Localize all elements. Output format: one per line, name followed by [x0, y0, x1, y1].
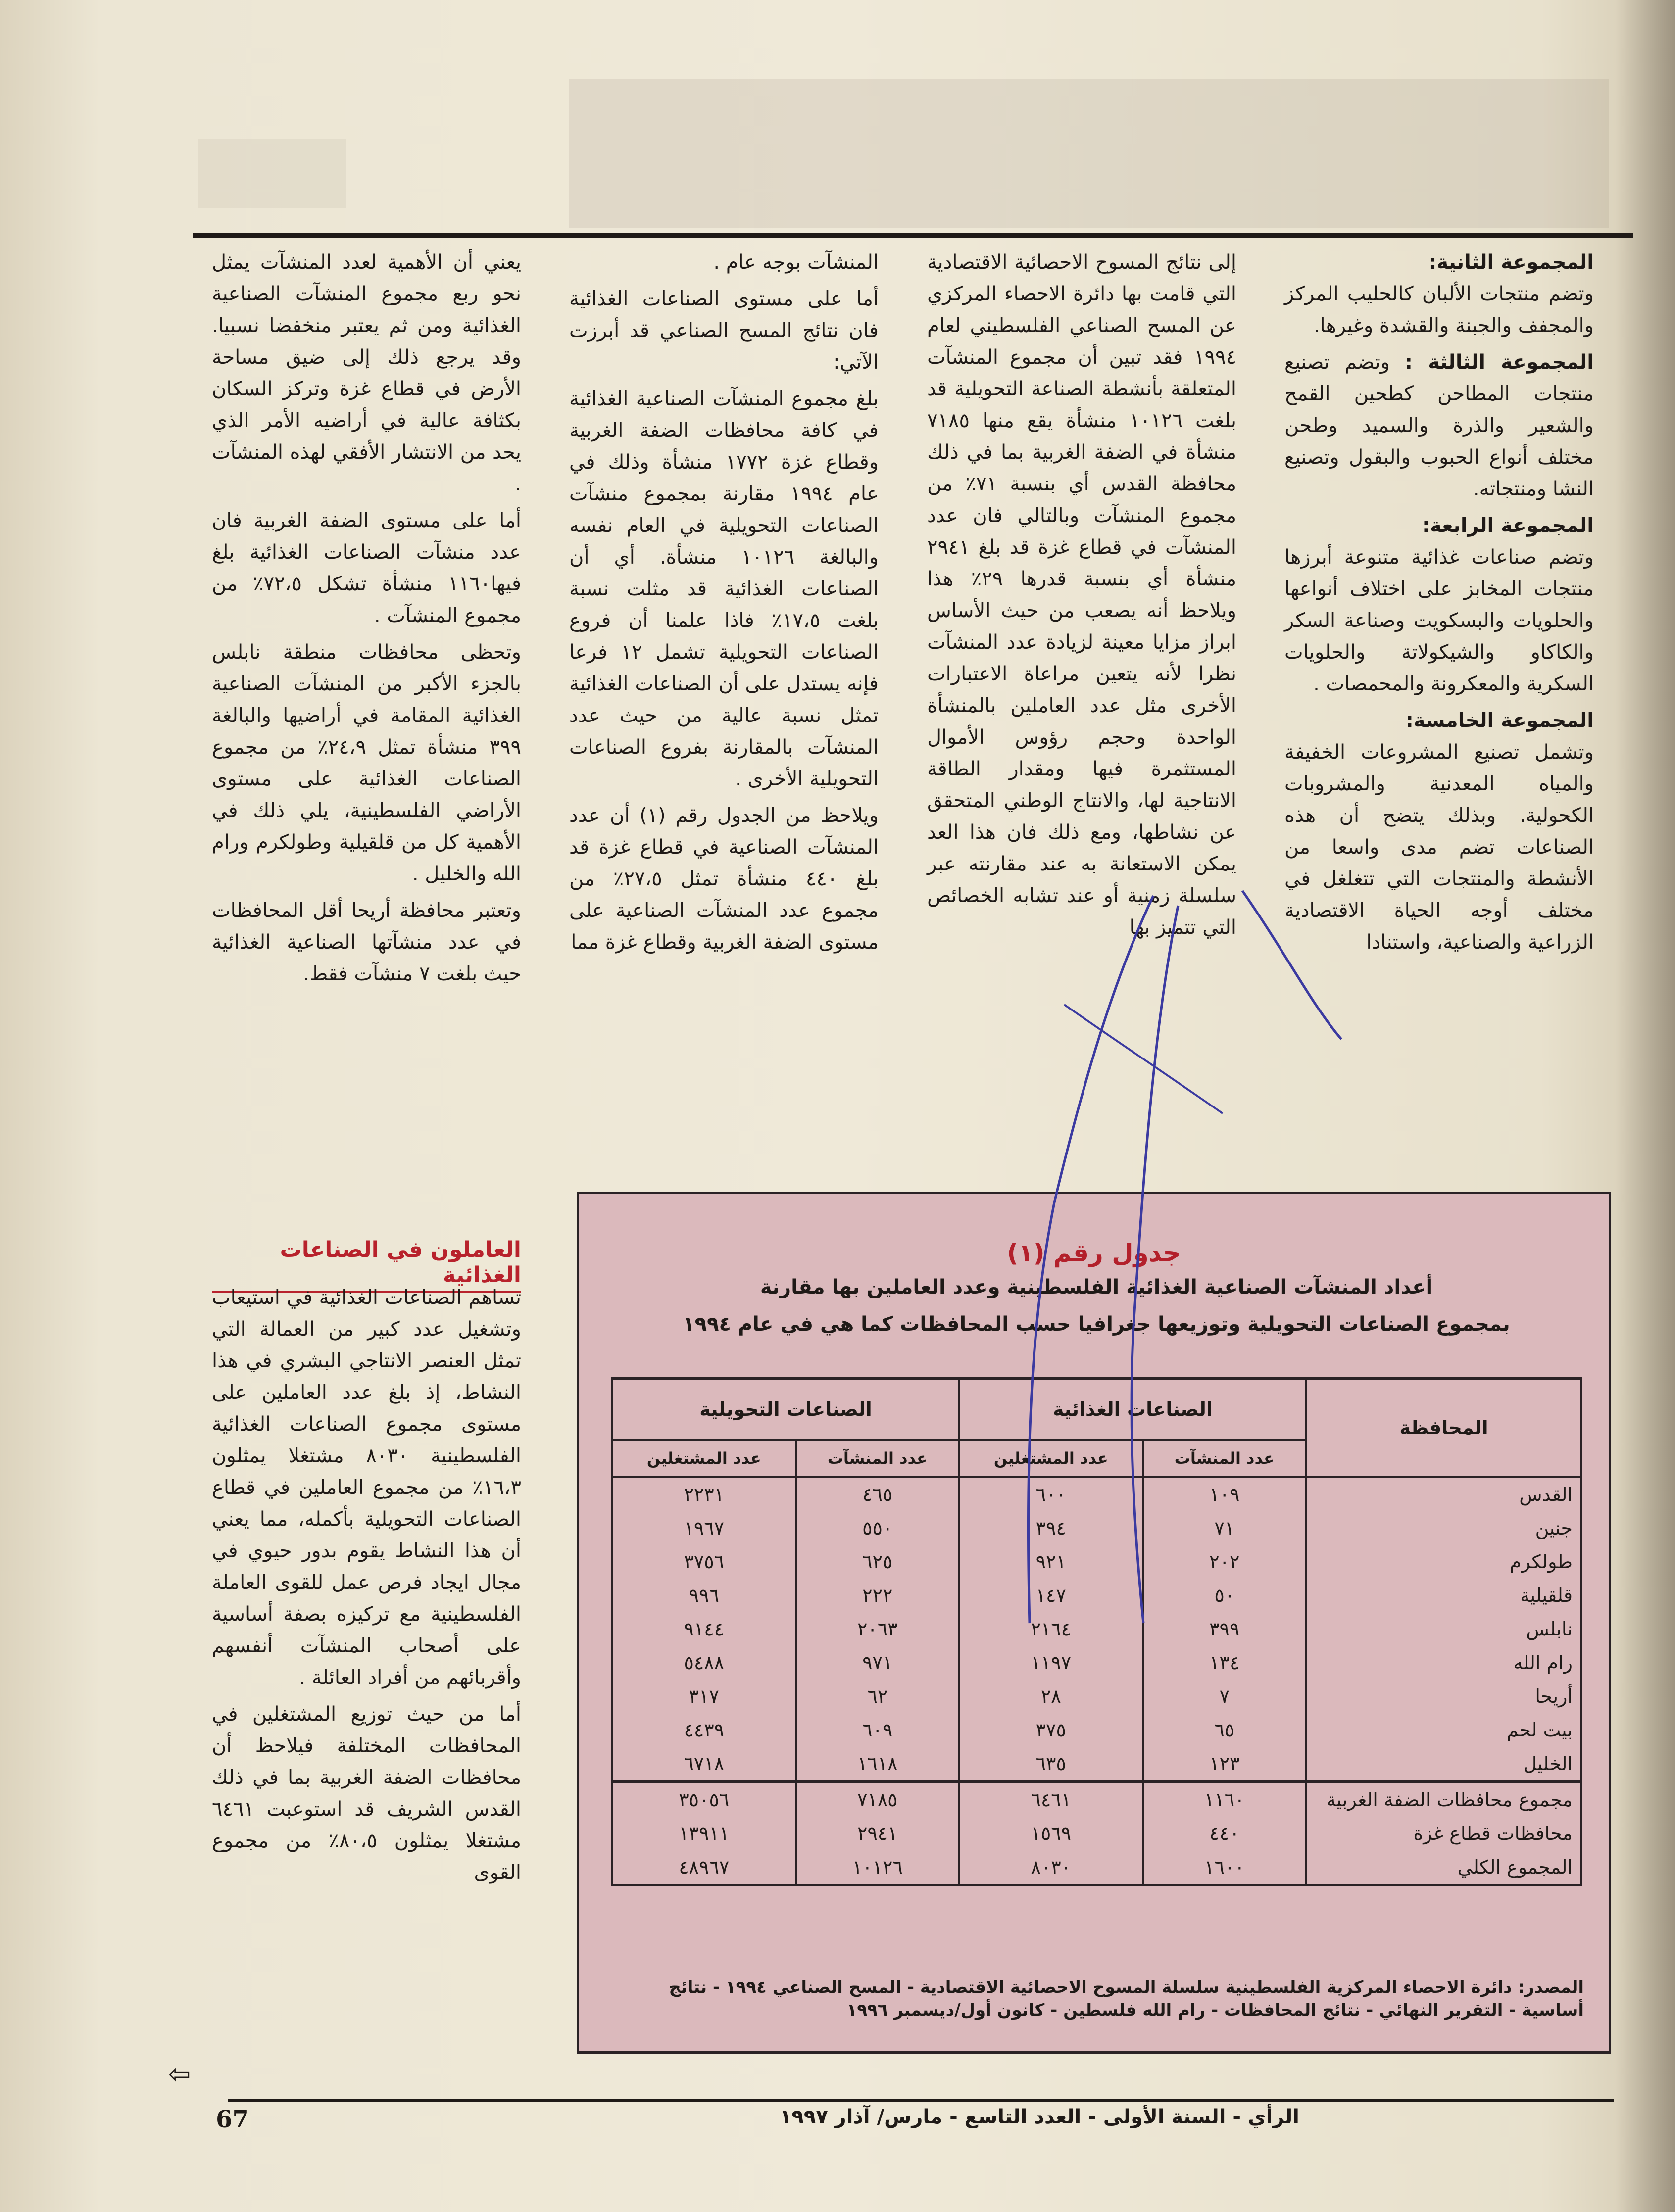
- table-row: [612, 1612, 1581, 1646]
- governorate-cell: أريحا: [1306, 1680, 1581, 1713]
- issue-footer: الرأي - السنة الأولى - العدد التاسع - مارس/ آذار ١٩٩٧: [780, 2106, 1299, 2128]
- table-row: [612, 1747, 1581, 1782]
- trans-employees-cell: ٥٤٨٨: [612, 1646, 796, 1680]
- food-employees-cell: ١٤٧: [959, 1579, 1142, 1612]
- food-employees-cell: ٢١٦٤: [959, 1612, 1142, 1646]
- paragraph: ويلاحظ من الجدول رقم (١) أن عدد المنشآت الصناعية في قطاع غزة قد بلغ ٤٤٠ منشأة تمثل ٢٧،٥٪ من مجموع عدد المنشآت الصناعية على مستوى الضفة الغربية وقطاع غزة مما: [569, 804, 879, 954]
- food-employees-cell: ١٥٦٩: [959, 1817, 1142, 1850]
- trans-establishments-cell: ٦٢٥: [796, 1545, 960, 1579]
- table-row: [612, 1817, 1581, 1850]
- food-employees-cell: ٣٩٤: [959, 1511, 1142, 1545]
- paragraph: وتعتبر محافظة أريحا أقل المحافظات في عدد منشآتها الصناعية الغذائية حيث بلغت ٧ منشآت فقط.: [212, 899, 521, 985]
- governorate-cell: محافظات قطاع غزة: [1306, 1817, 1581, 1850]
- footer-rule: [228, 2099, 1614, 2102]
- food-establishments-cell: ٧١: [1143, 1511, 1307, 1545]
- food-employees-cell: ٦٤٦١: [959, 1782, 1142, 1817]
- group-5-heading: المجموعة الخامسة:: [1405, 709, 1594, 732]
- group-5-text: وتشمل تصنيع المشروعات الخفيفة والمياه المعدنية والمشروبات الكحولية. وبذلك يتضح أن هذه الصناعات تضم مدى واسعا من الأنشطة والمنتجات التي تتغلغل في مختلف أوجه الحياة الاقتصادية الزراعية والصناعية، واستنادا: [1284, 741, 1594, 954]
- table-row: [612, 1511, 1581, 1545]
- header-employees: عدد المشتغلين: [612, 1440, 796, 1477]
- paragraph: المنشآت بوجه عام .: [713, 251, 879, 274]
- food-establishments-cell: ١١٦٠: [1143, 1782, 1307, 1817]
- trans-establishments-cell: ٥٥٠: [796, 1511, 960, 1545]
- food-employees-cell: ٩٢١: [959, 1545, 1142, 1579]
- header-governorate: المحافظة: [1306, 1379, 1581, 1477]
- header-establishments: عدد المنشآت: [1143, 1440, 1307, 1477]
- food-employees-cell: ٣٧٥: [959, 1713, 1142, 1747]
- food-establishments-cell: ٤٤٠: [1143, 1817, 1307, 1850]
- trans-establishments-cell: ٦٢: [796, 1680, 960, 1713]
- table-source: المصدر: دائرة الاحصاء المركزية الفلسطينية سلسلة المسوح الاحصائية الاقتصادية - المسح الصناعي ١٩٩٤ - نتائج أساسية - التقرير النهائي - نتائج المحافظات - رام الله فلسطين - كانون أول/ديسمبر ١٩٩٦: [669, 1977, 1584, 2020]
- group-2-text: وتضم منتجات الألبان كالحليب المركز والمجفف والجبنة والقشدة وغيرها.: [1284, 283, 1594, 337]
- food-establishments-cell: ١٠٩: [1143, 1477, 1307, 1511]
- table-subtitle: أعداد المنشآت الصناعية الغذائية الفلسطينية وعدد العاملين بها مقارنة: [760, 1276, 1433, 1298]
- group-4-heading: المجموعة الرابعة:: [1422, 514, 1594, 537]
- governorate-cell: المجموع الكلي: [1306, 1850, 1581, 1885]
- data-table: [611, 1377, 1582, 1886]
- text-column-4: [212, 246, 521, 995]
- text-column-2: [927, 246, 1236, 948]
- paragraph: تساهم الصناعات الغذائية في استيعاب وتشغيل عدد كبير من العمالة التي تمثل العنصر الانتاجي البشري في هذا النشاط، إذ بلغ عدد العاملين على مستوى مجموع الصناعات الغذائية الفلسطينية ٨٠٣٠ مشتغلا يمثلون ١٦،٣٪ من مجموع العاملين في قطاع الصناعات التحويلية بأكمله، مما يعني أن هذا النشاط يقوم بدور حيوي في مجال ايجاد فرص عمل للقوى العاملة الفلسطينية مع تركيزه بصفة أساسية على أصحاب المنشآت أنفسهم وأقربائهم من أفراد العائلة .: [212, 1286, 521, 1689]
- table-box: [577, 1192, 1611, 2054]
- governorate-cell: القدس: [1306, 1477, 1581, 1511]
- group-4-text: وتضم صناعات غذائية متنوعة أبرزها منتجات المخابز على اختلاف أنواعها والحلويات والبسكويت وصناعة السكر والكاكاو والشيكولاتة والحلويات السكرية والمعكرونة والمحمصات .: [1284, 546, 1594, 695]
- food-establishments-cell: ٧: [1143, 1680, 1307, 1713]
- paragraph: يعني أن الأهمية لعدد المنشآت يمثل نحو ربع مجموع المنشآت الصناعية الغذائية ومن ثم يعتبر منخفضا نسبيا. وقد يرجع ذلك إلى ضيق مساحة الأرض في قطاع غزة وتركز السكان بكثافة عالية في أراضيه الأمر الذي يحد من الانتشار الأفقي لهذه المنشآت .: [212, 251, 521, 495]
- trans-employees-cell: ٤٨٩٦٧: [612, 1850, 796, 1885]
- table-row: [612, 1713, 1581, 1747]
- governorate-cell: نابلس: [1306, 1612, 1581, 1646]
- trans-employees-cell: ٩١٤٤: [612, 1612, 796, 1646]
- food-employees-cell: ٨٠٣٠: [959, 1850, 1142, 1885]
- trans-employees-cell: ٦٧١٨: [612, 1747, 796, 1782]
- trans-establishments-cell: ٦٠٩: [796, 1713, 960, 1747]
- group-2-heading: المجموعة الثانية:: [1429, 251, 1594, 274]
- food-establishments-cell: ٢٠٢: [1143, 1545, 1307, 1579]
- section-heading: العاملون في الصناعات الغذائية: [212, 1237, 521, 1293]
- header-establishments: عدد المنشآت: [796, 1440, 960, 1477]
- trans-employees-cell: ١٣٩١١: [612, 1817, 796, 1850]
- trans-employees-cell: ٩٩٦: [612, 1579, 796, 1612]
- continue-arrow-icon: ⇦: [168, 2059, 191, 2090]
- food-employees-cell: ٢٨: [959, 1680, 1142, 1713]
- table-row: [612, 1477, 1581, 1511]
- header-rule: [193, 233, 1633, 238]
- group-3-text: وتضم تصنيع منتجات المطاحن كطحين القمح والشعير والذرة والسميد وطحن مختلف أنواع الحبوب والبقول وتصنيع النشا ومنتجاته.: [1284, 351, 1594, 500]
- food-establishments-cell: ١٢٣: [1143, 1747, 1307, 1782]
- header-transformative-industries: الصناعات التحويلية: [612, 1379, 959, 1441]
- governorate-cell: الخليل: [1306, 1747, 1581, 1782]
- trans-employees-cell: ١٩٦٧: [612, 1511, 796, 1545]
- table-row: [612, 1579, 1581, 1612]
- governorate-cell: قلقيلية: [1306, 1579, 1581, 1612]
- food-employees-cell: ٦٣٥: [959, 1747, 1142, 1782]
- table-row: [612, 1782, 1581, 1817]
- page-spine-shadow: [1616, 0, 1675, 2212]
- text-column-4-continued: [212, 1282, 521, 1893]
- text-column-3: [569, 246, 879, 963]
- governorate-cell: طولكرم: [1306, 1545, 1581, 1579]
- paragraph: بلغ مجموع المنشآت الصناعية الغذائية في كافة محافظات الضفة الغربية وقطاع غزة ١٧٧٢ منشأة وذلك في عام ١٩٩٤ مقارنة بمجموع منشآت الصناعات التحويلية في العام نفسه والبالغة ١٠١٢٦ منشأة. أي أن الصناعات الغذائية قد مثلت نسبة بلغت ١٧،٥٪ فاذا علمنا أن فروع الصناعات التحويلية تشمل ١٢ فرعا فإنه يستدل على أن الصناعات الغذائية تمثل نسبة عالية من حيث عدد المنشآت بالمقارنة بفروع الصناعات التحويلية الأخرى .: [569, 387, 879, 790]
- table-row: [612, 1545, 1581, 1579]
- trans-employees-cell: ٣٧٥٦: [612, 1545, 796, 1579]
- trans-establishments-cell: ٧١٨٥: [796, 1782, 960, 1817]
- trans-establishments-cell: ١٦١٨: [796, 1747, 960, 1782]
- governorate-cell: جنين: [1306, 1511, 1581, 1545]
- header-employees: عدد المشتغلين: [959, 1440, 1142, 1477]
- trans-establishments-cell: ٢٢٢: [796, 1579, 960, 1612]
- bleed-through-image: [569, 79, 1609, 228]
- paragraph: أما على مستوى الضفة الغربية فان عدد منشآت الصناعات الغذائية بلغ فيها١١٦٠ منشأة تشكل ٧٢،٥٪ من مجموع المنشآت .: [212, 509, 521, 627]
- governorate-cell: مجموع محافظات الضفة الغربية: [1306, 1782, 1581, 1817]
- paragraph: أما على مستوى الصناعات الغذائية فان نتائج المسح الصناعي قد أبرزت الآتي:: [569, 288, 879, 374]
- page-number: 67: [216, 2106, 249, 2133]
- trans-establishments-cell: ٢٠٦٣: [796, 1612, 960, 1646]
- trans-establishments-cell: ٩٧١: [796, 1646, 960, 1680]
- food-employees-cell: ٦٠٠: [959, 1477, 1142, 1511]
- food-employees-cell: ١١٩٧: [959, 1646, 1142, 1680]
- paragraph: وتحظى محافظات منطقة نابلس بالجزء الأكبر من المنشآت الصناعية الغذائية المقامة في أراضيها والبالغة ٣٩٩ منشأة تمثل ٢٤،٩٪ من مجموع الصناعات الغذائية على مستوى الأراضي الفلسطينية، يلي ذلك في الأهمية كل من قلقيلية وطولكرم ورام الله والخليل .: [212, 641, 521, 885]
- food-establishments-cell: ٣٩٩: [1143, 1612, 1307, 1646]
- food-establishments-cell: ١٣٤: [1143, 1646, 1307, 1680]
- table-row: [612, 1646, 1581, 1680]
- paragraph: أما من حيث توزيع المشتغلين في المحافظات المختلفة فيلاحظ أن محافظات الضفة الغربية بما في ذلك القدس الشريف قد استوعبت ٦٤٦١ مشتغلا يمثلون ٨٠،٥٪ من مجموع القوى: [212, 1703, 521, 1884]
- trans-employees-cell: ٣٥٠٥٦: [612, 1782, 796, 1817]
- table-row: [612, 1850, 1581, 1885]
- governorate-cell: رام الله: [1306, 1646, 1581, 1680]
- group-3-heading: المجموعة الثالثة :: [1405, 351, 1594, 374]
- bleed-through-image: [198, 139, 346, 208]
- governorate-cell: بيت لحم: [1306, 1713, 1581, 1747]
- trans-establishments-cell: ١٠١٢٦: [796, 1850, 960, 1885]
- trans-employees-cell: ٢٢٣١: [612, 1477, 796, 1511]
- paragraph: إلى نتائج المسوح الاحصائية الاقتصادية التي قامت بها دائرة الاحصاء المركزي عن المسح الصناعي الفلسطيني لعام ١٩٩٤ فقد تبين أن مجموع المنشآت المتعلقة بأنشطة الصناعة التحويلية قد بلغت ١٠١٢٦ منشأة يقع منها ٧١٨٥ منشأة في الضفة الغربية بما في ذلك محافظة القدس أي بنسبة ٧١٪ من مجموع المنشآت وبالتالي فان عدد المنشآت في قطاع غزة قد بلغ ٢٩٤١ منشأة أي بنسبة قدرها ٢٩٪ هذا ويلاحظ أنه يصعب من حيث الأساس ابراز مزايا معينة لزيادة عدد المنشآت نظرا لأنه يتعين مراعاة الاعتبارات الأخرى مثل عدد العاملين بالمنشأة الواحدة وحجم رؤوس الأموال المستثمرة فيها ومقدار الطاقة الانتاجية لها، والانتاج الوطني المتحقق عن نشاطها، ومع ذلك فان هذا العد يمكن الاستعانة به عند مقارنته عبر سلسلة زمنية أو عند تشابه الخصائص التي تتميز بها: [927, 251, 1237, 939]
- table-row: [612, 1680, 1581, 1713]
- table-subtitle: بمجموع الصناعات التحويلية وتوزيعها جغرافيا حسب المحافظات كما هي في عام ١٩٩٤: [683, 1313, 1510, 1336]
- trans-establishments-cell: ٢٩٤١: [796, 1817, 960, 1850]
- food-establishments-cell: ١٦٠٠: [1143, 1850, 1307, 1885]
- table-title: جدول رقم (١): [1007, 1239, 1181, 1267]
- trans-employees-cell: ٣١٧: [612, 1680, 796, 1713]
- trans-establishments-cell: ٤٦٥: [796, 1477, 960, 1511]
- header-food-industries: الصناعات الغذائية: [959, 1379, 1306, 1441]
- trans-employees-cell: ٤٤٣٩: [612, 1713, 796, 1747]
- text-column-1: [1284, 246, 1594, 963]
- food-establishments-cell: ٥٠: [1143, 1579, 1307, 1612]
- food-establishments-cell: ٦٥: [1143, 1713, 1307, 1747]
